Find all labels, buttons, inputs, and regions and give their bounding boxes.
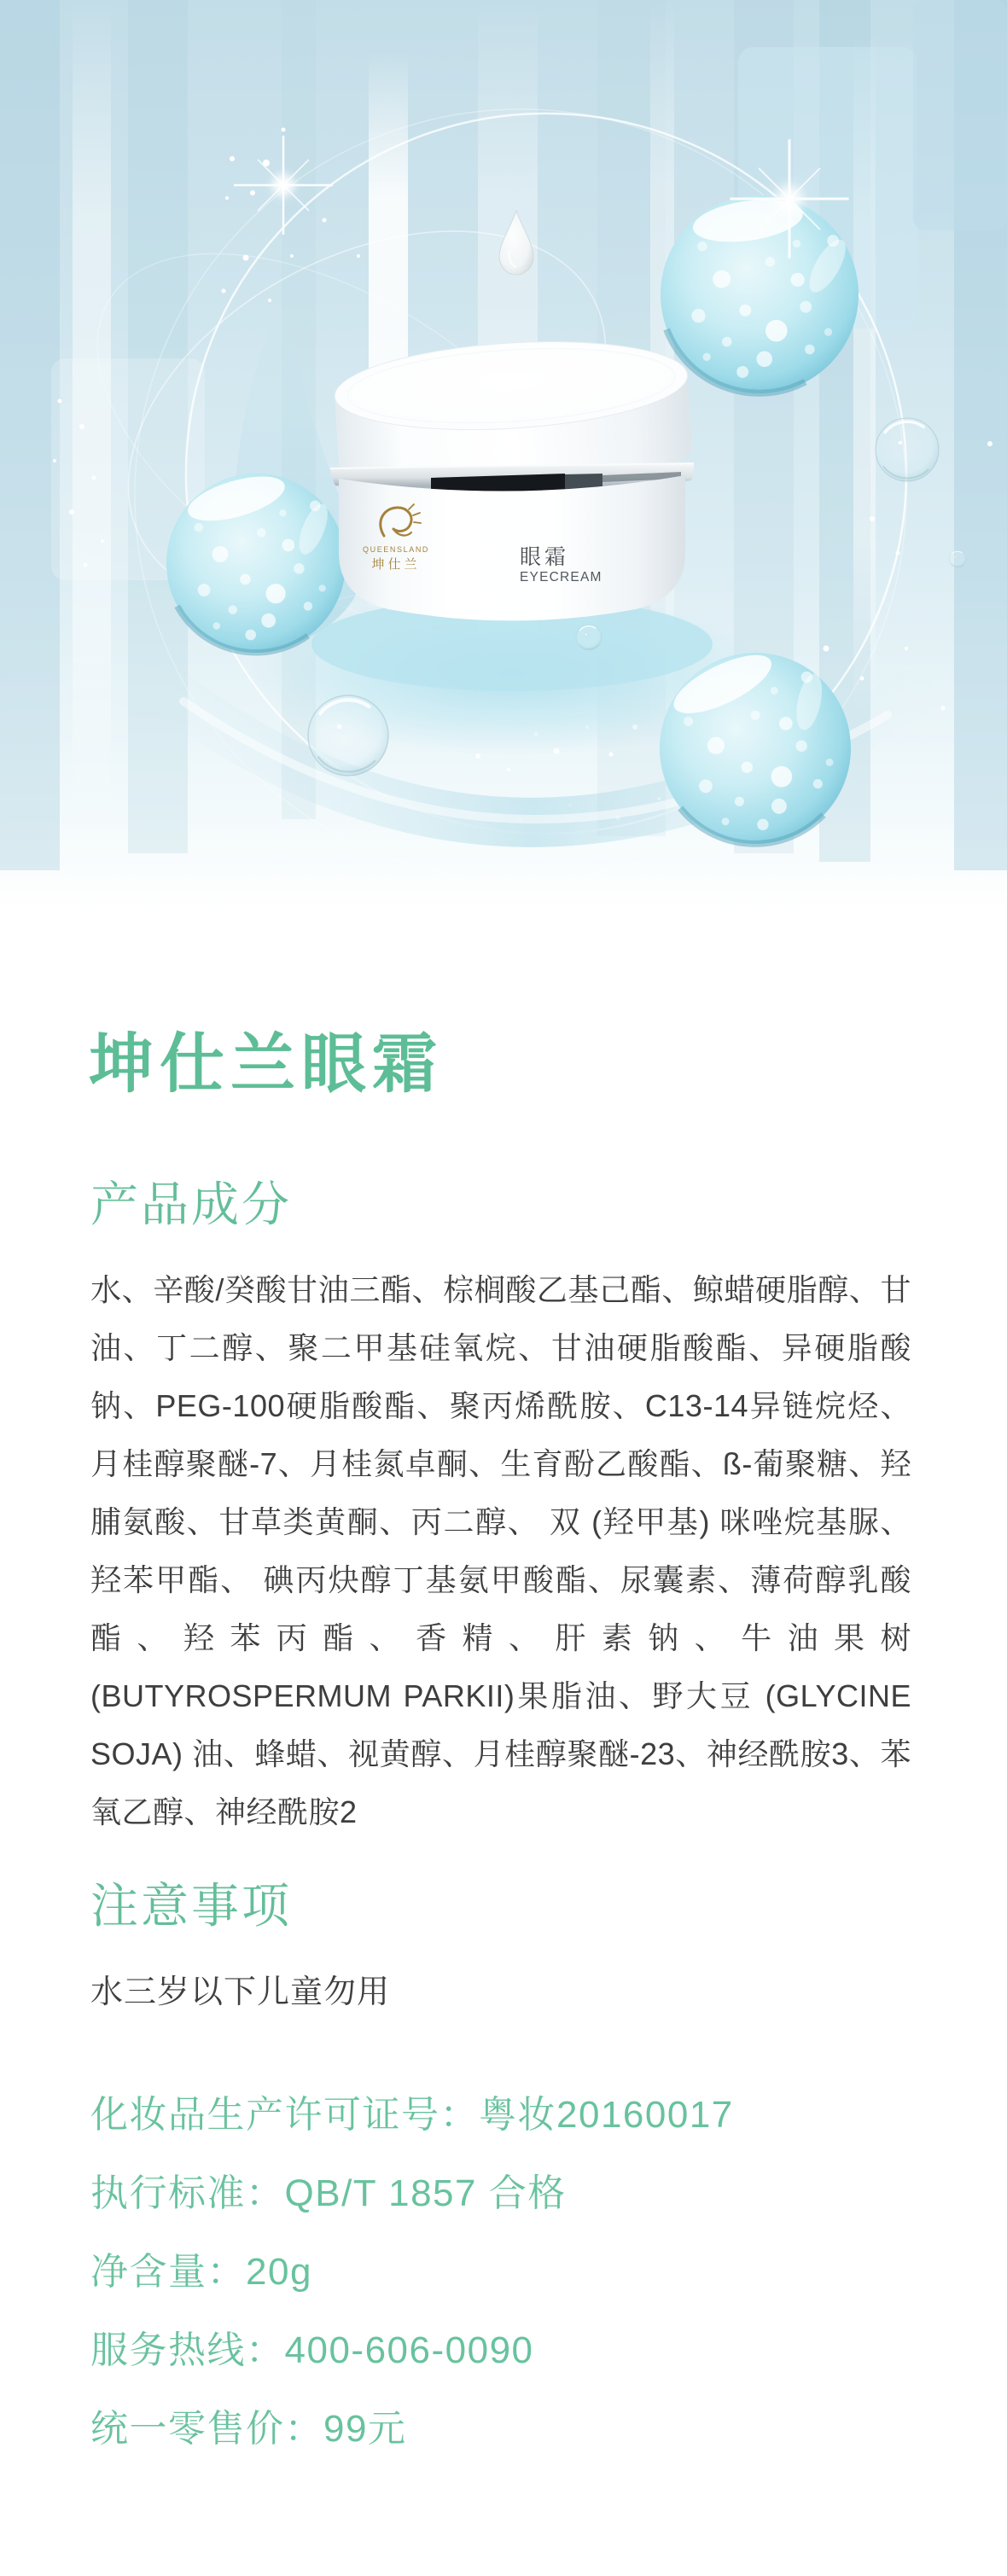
product-info-list (90, 2076, 734, 2468)
license-number-line: 化妆品生产许可证号：粤妆20160017 (90, 2094, 734, 2136)
product-name-en: EYECREAM (520, 570, 602, 584)
notice-heading: 注意事项 (90, 1879, 292, 1933)
clear-bubble-tiny (949, 550, 966, 567)
product-name-cn: 眼霜 (520, 545, 570, 569)
standard-line: 执行标准：QB/T 1857 合格 (90, 2172, 567, 2214)
clear-bubble-small (576, 625, 602, 650)
ingredients-body: 水、辛酸/癸酸甘油三酯、棕榈酸乙基己酯、鲸蜡硬脂醇、甘油、丁二醇、聚二甲基硅氧烷、甘油硬脂酸酯、异硬脂酸钠、PEG-100硬脂酸酯、聚丙烯酰胺、C13-14异链烷烃、月桂醇聚醚-7、月桂氮卓酮、生育酚乙酸酯、ß-葡聚糖、羟脯氨酸、甘草类黄酮、丙二醇、 双 (羟甲基) 咪唑烷基脲、羟苯甲酯、 碘丙炔醇丁基氨甲酸酯、尿囊素、薄荷醇乳酸酯、羟苯丙酯、香精、肝素钠、牛油果树(BUTYROSPERMUM PARKII)果脂油、野大豆 (GLYCINE SOJA) 油、蜂蜡、视黄醇、月桂醇聚醚-23、神经酰胺3、苯氧乙醇、神经酰胺2 (90, 1272, 911, 1829)
brand-name-cn: 坤仕兰 (371, 557, 421, 572)
net-content-line: 净含量：20g (90, 2251, 312, 2293)
retail-price-line: 统一零售价：99元 (90, 2408, 407, 2450)
page-title: 坤仕兰眼霜 (89, 1026, 443, 1102)
clear-bubble-right (876, 418, 939, 481)
clear-bubble-left (308, 695, 388, 776)
notice-body: 水三岁以下儿童勿用 (90, 1974, 391, 2010)
brand-name-en: QUEENSLAND (362, 545, 430, 554)
service-hotline-line: 服务热线：400-606-0090 (90, 2329, 534, 2371)
product-jar (330, 332, 694, 620)
ingredients-heading: 产品成分 (90, 1178, 292, 1231)
hero-banner (0, 0, 1007, 990)
